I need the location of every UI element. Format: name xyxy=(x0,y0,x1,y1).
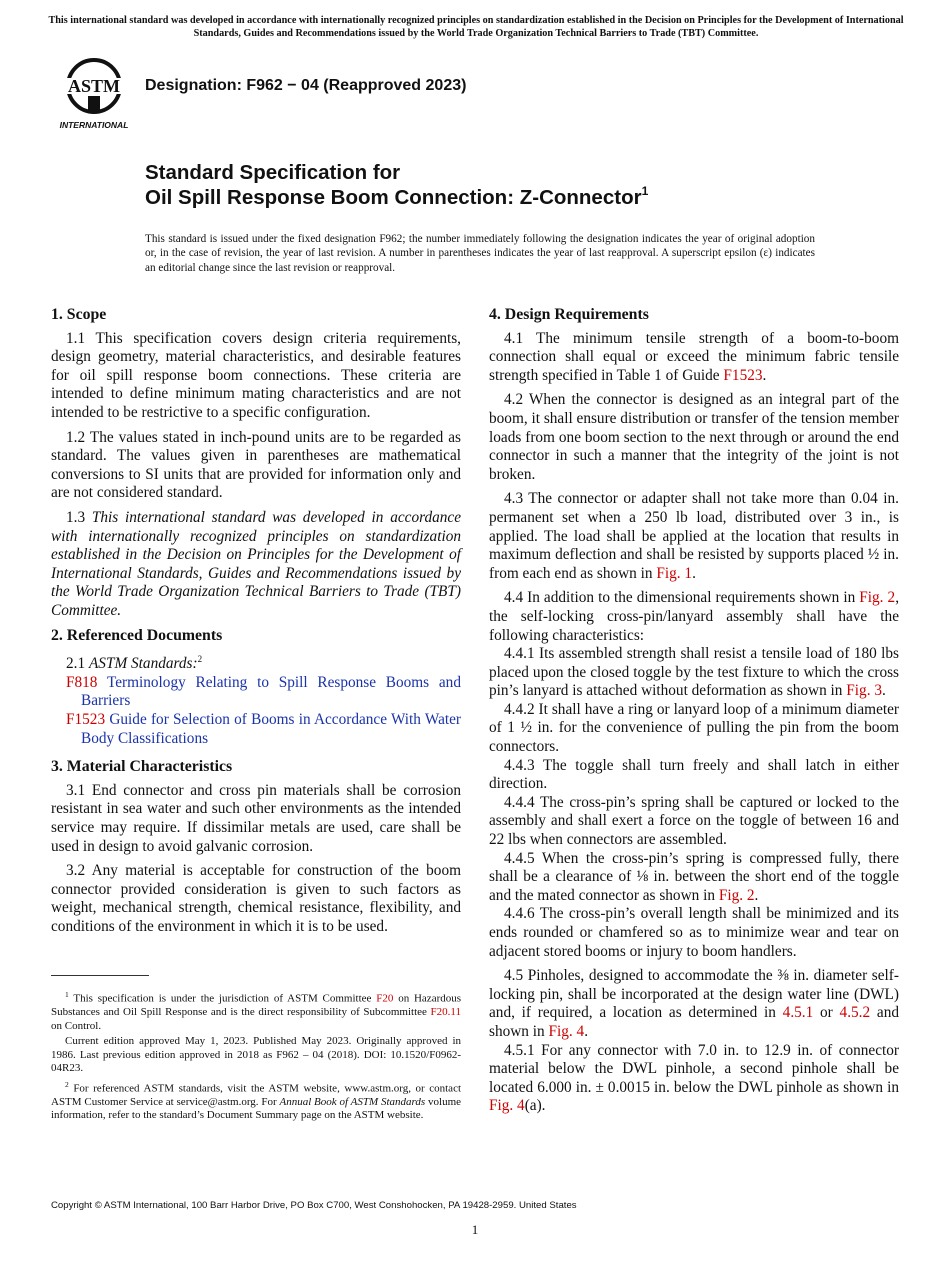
design-4-4-5: 4.4.5 When the cross-pin’s spring is compressed fully, there shall be a clearance of ⅛ in. between the short end of the toggle and the mated connector as shown in Fig. 2. xyxy=(489,849,899,904)
subcommittee-link[interactable]: F20.11 xyxy=(430,1006,461,1019)
material-heading: 3. Material Characteristics xyxy=(51,758,233,776)
referenced-documents-heading: 2. Referenced Documents xyxy=(51,626,223,644)
footnotes xyxy=(51,988,461,1125)
design-4-5: 4.5 Pinholes, designed to accommodate the ⅜ in. diameter self-locking pin, shall be incorporated at the design water line (DWL) and, if required, a location as determined in 4.5.1 or 4.5.2 and shown in Fig. 4. xyxy=(489,967,899,1040)
fig-3-link[interactable]: Fig. 3 xyxy=(846,682,882,700)
standard-notice: This international standard was developed in accordance with internationally recognized principles on standardization established in the Decision on Principles for the Development of International Standards, Guides and Recommendations issued by the World Trade Organization Technical Barriers to Trade (TBT) Committee. xyxy=(48,15,904,39)
scope-1-1: 1.1 This specification covers design criteria requirements, design geometry, material characteristics, and desirable features for oil spill response boom connections. These criteria are intended to define minimum mating characteristics and are not intended to be restrictive to a specific configuration. xyxy=(51,329,461,421)
reference-code[interactable]: F818 xyxy=(66,673,98,691)
guide-f1523-link[interactable]: F1523 xyxy=(723,366,763,384)
astm-standards-label: 2.1 ASTM Standards:$^2$ xyxy=(66,654,203,673)
design-4-3: 4.3 The connector or adapter shall not take more than 0.04 in. permanent set when a 250 lb load, distributed over 3 in., is applied. The load shall be applied at the location that results in maximum deflection and shall be resisted by supports placed ½ in. from each end as shown in Fig. 1. xyxy=(489,490,899,582)
astm-logo xyxy=(54,56,134,130)
design-4-2: 4.2 When the connector is designed as an integral part of the boom, it shall ensure distribution or transfer of the tension member loads from one boom section to the next through or around the end connector in such a manner that the integrity of the joint is not broken. xyxy=(489,391,899,483)
fig-4-link[interactable]: Fig. 4 xyxy=(548,1022,585,1040)
design-4-4-4: 4.4.4 The cross-pin’s spring shall be captured or locked to the assembly and shall exert a force on the toggle of between 16 and 22 lbs when connectors are assembled. xyxy=(489,793,899,849)
footnote-divider xyxy=(51,975,149,976)
material-3-2: 3.2 Any material is acceptable for construction of the boom connector provided consideration is given to such factors as weight, mechanical strength, chemical resistance, flexibility, and conditions of the environment in which it is to be used. xyxy=(51,862,461,935)
copyright: Copyright © ASTM International, 100 Barr Harbor Drive, PO Box C700, West Conshohocken, PA 19428-2959. United States xyxy=(51,1200,577,1211)
reference-title[interactable]: Terminology Relating to Spill Response Booms and Barriers xyxy=(81,673,461,710)
title-footnote-mark: 1 xyxy=(641,184,649,198)
fig-1-link[interactable]: Fig. 1 xyxy=(656,564,693,582)
fig-4-link[interactable]: Fig. 4 xyxy=(489,1097,525,1115)
issued-note: This standard is issued under the fixed designation F962; the number immediately following the designation indicates the year of original adoption or, in the case of revision, the year of last revision. A number in parentheses indicates the year of last reapproval. A superscript epsilon (ε) indicates an editorial change since the last revision or reapproval. xyxy=(145,233,815,274)
footnote-1: $^1$ This specification is under the jurisdiction of ASTM Committee F20 on Hazardous Substances and Oil Spill Response and is the direct responsibility of Subcommittee F20.11 on Control. xyxy=(51,990,462,1032)
designation: Designation: F962 − 04 (Reapproved 2023) xyxy=(145,77,467,94)
title-line-1: Standard Specification for xyxy=(145,161,401,184)
astm-logo-icon xyxy=(54,56,134,130)
scope-1-3: 1.3 This international standard was developed in accordance with internationally recognized principles on standardization established in the Decision on Principles for the Development of International Standards, Guides and Recommendations issued by the World Trade Organization Technical Barriers to Trade (TBT) Committee. xyxy=(51,508,461,619)
design-4-4-1: 4.4.1 Its assembled strength shall resist a tensile load of 180 lbs placed upon the closed toggle by the test fixture to which the cross pin’s lanyard is attached without deformation as shown in Fig. 3. xyxy=(489,645,899,700)
reference-code[interactable]: F1523 xyxy=(66,710,106,728)
reference-item[interactable] xyxy=(51,711,461,748)
fig-2-link[interactable]: Fig. 2 xyxy=(859,589,896,607)
material-3-1: 3.1 End connector and cross pin materials shall be corrosion resistant in sea water and such other environments as the intended service may require. If dissimilar metals are used, care shall be used in design to avoid galvanic corrosion. xyxy=(51,781,461,855)
fig-2-link[interactable]: Fig. 2 xyxy=(718,886,755,904)
design-4-4-3: 4.4.3 The toggle shall turn freely and shall latch in either direction. xyxy=(489,756,899,793)
design-heading: 4. Design Requirements xyxy=(489,306,649,323)
right-column xyxy=(489,306,899,1122)
design-4-4: 4.4 In addition to the dimensional requirements shown in Fig. 2, the self-locking cross-pin/lanyard assembly shall have the following characteristics: xyxy=(489,589,900,644)
document-title xyxy=(145,160,648,210)
design-4-4-6: 4.4.6 The cross-pin’s overall length shall be minimized and its ends rounded or chamfered so as to minimize wear and tear on adjacent stored booms or injury to boom handlers. xyxy=(489,905,899,960)
edition-note: Current edition approved May 1, 2023. Published May 2023. Originally approved in 1986. Last previous edition approved in 2018 as F962 – 04 (2018). DOI: 10.1520/F0962-04R23. xyxy=(51,1035,461,1075)
scope-heading: 1. Scope xyxy=(51,306,107,323)
section-4-5-2-link[interactable]: 4.5.2 xyxy=(839,1004,871,1022)
reference-title[interactable]: Guide for Selection of Booms in Accordance With Water Body Classifications xyxy=(81,710,461,747)
design-4-1: 4.1 The minimum tensile strength of a boom-to-boom connection shall equal or exceed the minimum fabric tensile strength specified in Table 1 of Guide F1523. xyxy=(489,329,899,384)
reference-item[interactable] xyxy=(51,674,461,711)
page-number: 1 xyxy=(471,1222,479,1237)
left-column xyxy=(51,306,461,943)
section-4-5-1-link[interactable]: 4.5.1 xyxy=(782,1004,814,1022)
committee-link[interactable]: F20 xyxy=(376,992,394,1005)
design-4-5-1: 4.5.1 For any connector with 7.0 in. to 12.9 in. of connector material below the DWL pinhole, a second pinhole shall be located 6.000 in. ± 0.0015 in. below the DWL pinhole as shown in Fig. 4(a). xyxy=(489,1041,899,1115)
svg-text:INTERNATIONAL: INTERNATIONAL xyxy=(59,120,129,130)
scope-1-2: 1.2 The values stated in inch-pound units are to be regarded as standard. The values given in parentheses are mathematical conversions to SI units that are provided for information only and are not considered standard. xyxy=(51,428,461,502)
title-line-2: Oil Spill Response Boom Connection: Z-Connector$^1$ xyxy=(145,184,649,209)
footnote-2: $^2$ For referenced ASTM standards, visit the ASTM website, www.astm.org, or contact ASTM Customer Service at service@astm.org. For Annual Book of ASTM Standards volume information, refer to the standard’s Document Summary page on the ASTM website. xyxy=(51,1079,462,1122)
svg-text:ASTM: ASTM xyxy=(67,76,121,96)
design-4-4-2: 4.4.2 It shall have a ring or lanyard loop of a minimum diameter of 1 ½ in. for the convenience of pulling the pin from the boom connectors. xyxy=(489,700,899,756)
